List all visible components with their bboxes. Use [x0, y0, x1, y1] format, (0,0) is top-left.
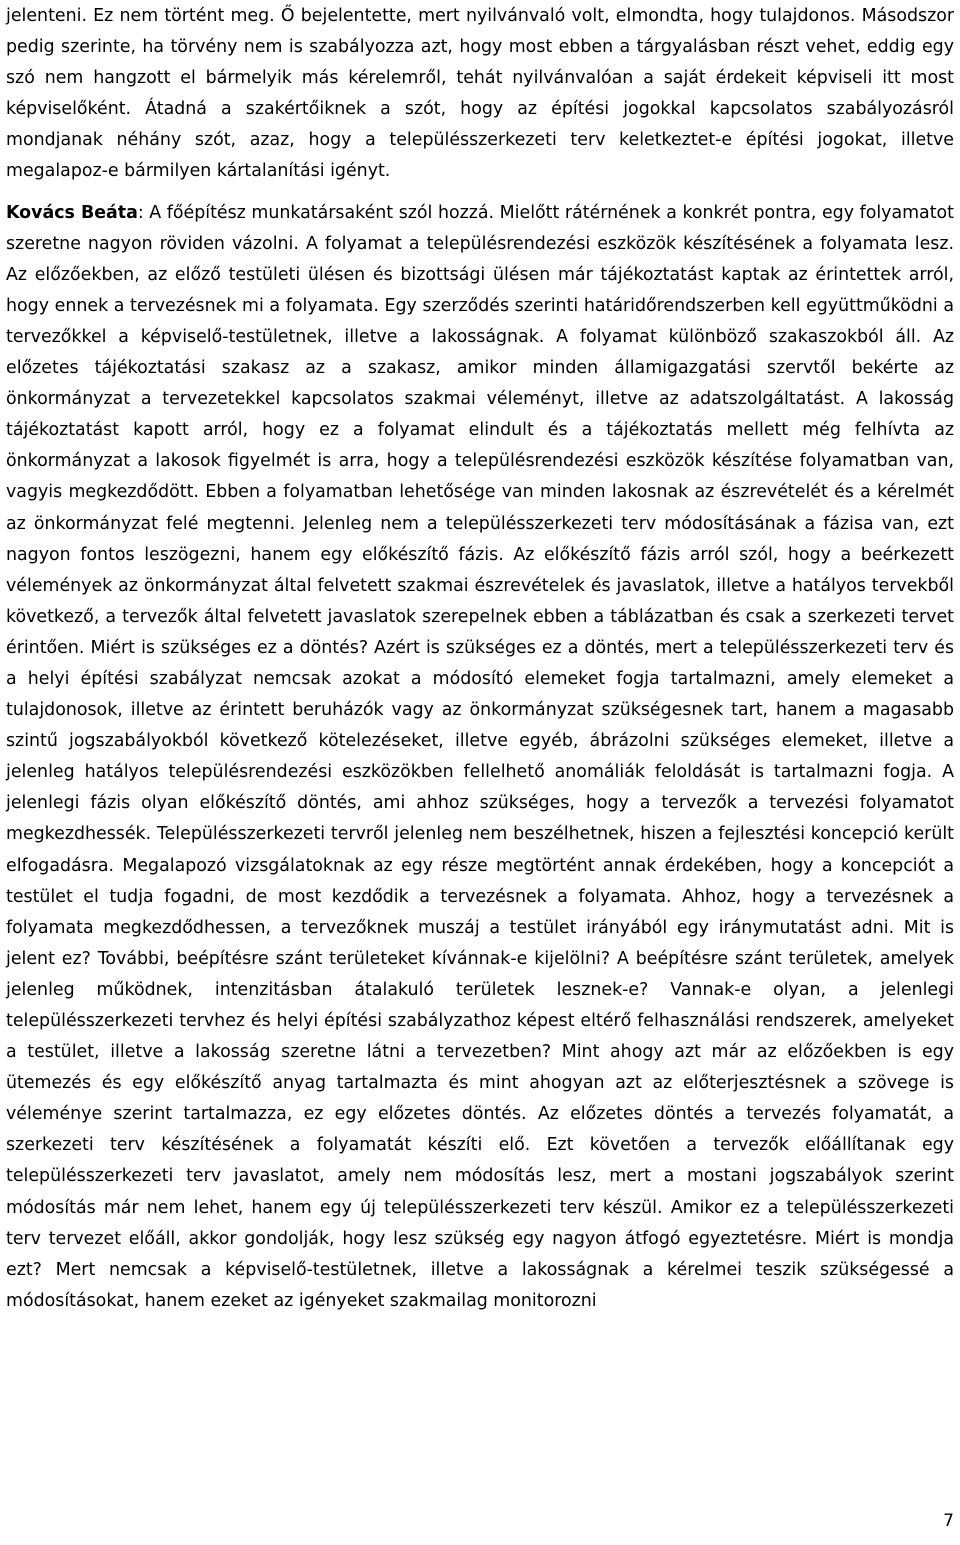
paragraph-text: jelenteni. Ez nem történt meg. Ő bejelentette, mert nyilvánvaló volt, elmondta, hogy tulajdonos. Másodszor pedig szerinte, ha törvény nem is szabályozza azt, hogy most ebben a tárgyalásban részt vehet, eddig egy szó nem hangzott el bármelyik más kérelemről, tehát nyilvánvalóan a saját érdekeit képviseli itt most képviselőként. Átadná a szakértőiknek a szót, hogy az építési jogokkal kapcsolatos szabályozásról mondjanak néhány szót, azaz, hogy a településszerkezeti terv keletkeztet-e építési jogokat, illetve megalapoz-e bármilyen kártalanítási igényt.	[6, 6, 954, 182]
paragraph-text: : A főépítész munkatársaként szól hozzá. Mielőtt rátérnének a konkrét pontra, egy folyamatot szeretne nagyon röviden vázolni. A folyamat a településrendezési eszközök készítésének a folyamata lesz. Az előzőekben, az előző testületi ülésen és bizottsági ülésen már tájékoztatást kaptak az érintettek arról, hogy ennek a tervezésnek mi a folyamata. Egy szerződés szerinti határidőrendszerben kell együttműködni a tervezőkkel a képviselő-testületnek, illetve a lakosságnak. A folyamat különböző szakaszokból áll. Az előzetes tájékoztatási szakasz az a szakasz, amikor minden államigazgatási szervtől bekérte az önkormányzat a tervezetekkel kapcsolatos szakmai véleményt, illetve az adatszolgáltatást. A lakosság tájékoztatást kapott arról, hogy ez a folyamat elindult és a tájékoztatás mellett még felhívta az önkormányzat a lakosok figyelmét is arra, hogy a településrendezési eszközök készítése folyamatban van, vagyis megkezdődött. Ebben a folyamatban lehetősége van minden lakosnak az észrevételét és a kérelmét az önkormányzat felé megtenni. Jelenleg nem a településszerkezeti terv módosításának a fázisa van, ezt nagyon fontos leszögezni, hanem egy előkészítő fázis. Az előkészítő fázis arról szól, hogy a beérkezett vélemények az önkormányzat által felvetett szakmai észrevételek és javaslatok, illetve a hatályos tervekből következő, a tervezők által felvetett javaslatok szerepelnek ebben a táblázatban és csak a szerkezeti tervet érintően. Miért is szükséges ez a döntés? Azért is szükséges ez a döntés, mert a településszerkezeti terv és a helyi építési szabályzat nemcsak azokat a módosító elemeket fogja tartalmazni, amely elemeket a tulajdonosok, illetve az érintett beruházók vagy az önkormányzat szükségesnek tart, hanem a magasabb szintű jogszabályokból következő kötelezéseket, illetve egyéb, ábrázolni szükséges elemeket, illetve a jelenleg hatályos településrendezési eszközökben fellelhető anomáliák feloldását is tartalmazni fogja. A jelenlegi fázis olyan előkészítő döntés, ami ahhoz szükséges, hogy a tervezők a tervezési folyamatot megkezdhessék. Településszerkezeti tervről jelenleg nem beszélhetnek, hiszen a fejlesztési koncepció került elfogadásra. Megalapozó vizsgálatoknak az egy része megtörtént annak érdekében, hogy a koncepciót a testület el tudja fogadni, de most kezdődik a tervezésnek a folyamata. Ahhoz, hogy a tervezésnek a folyamata megkezdődhessen, a tervezőknek muszáj a testület irányából egy iránymutatást adni. Mit is jelent ez? További, beépítésre szánt területeket kívánnak-e kijelölni? A beépítésre szánt területek, amelyek jelenleg működnek, intenzitásban átalakuló területek lesznek-e? Vannak-e olyan, a jelenlegi településszerkezeti tervhez és helyi építési szabályzathoz képest eltérő felhasználási rendszerek, amelyeket a testület, illetve a lakosság szeretne látni a tervezetben? Mint ahogy azt már az előzőekben is egy ütemezés és egy előkészítő anyag tartalmazta és mint ahogyan azt az előterjesztésnek a szövege is véleménye szerint tartalmazza, ez egy előzetes döntés. Az előzetes döntés a tervezés folyamatát, a szerkezeti terv készítésének a folyamatát készíti elő. Ezt követően a tervezők előállítanak egy településszerkezeti terv javaslatot, amely nem módosítás lesz, mert a mostani jogszabályok szerint módosítás már nem lehet, hanem egy új településszerkezeti terv készül. Amikor ez a településszerkezeti terv tervezet előáll, akkor gondolják, hogy lesz szükség egy nagyon átfogó egyeztetésre. Miért is mondja ezt? Mert nemcsak a képviselő-testületnek, illetve a lakosságnak a kérelmei teszik szükségessé a módosításokat, hanem ezeket az igényeket szakmailag monitorozni	[6, 202, 954, 1311]
speaker-name: Kovács Beáta	[6, 202, 138, 223]
document-page	[6, 1, 954, 1317]
paragraph-continuation	[6, 1, 954, 188]
paragraph-kovacs-beata	[6, 198, 954, 1317]
page-number: 7	[943, 1511, 954, 1531]
